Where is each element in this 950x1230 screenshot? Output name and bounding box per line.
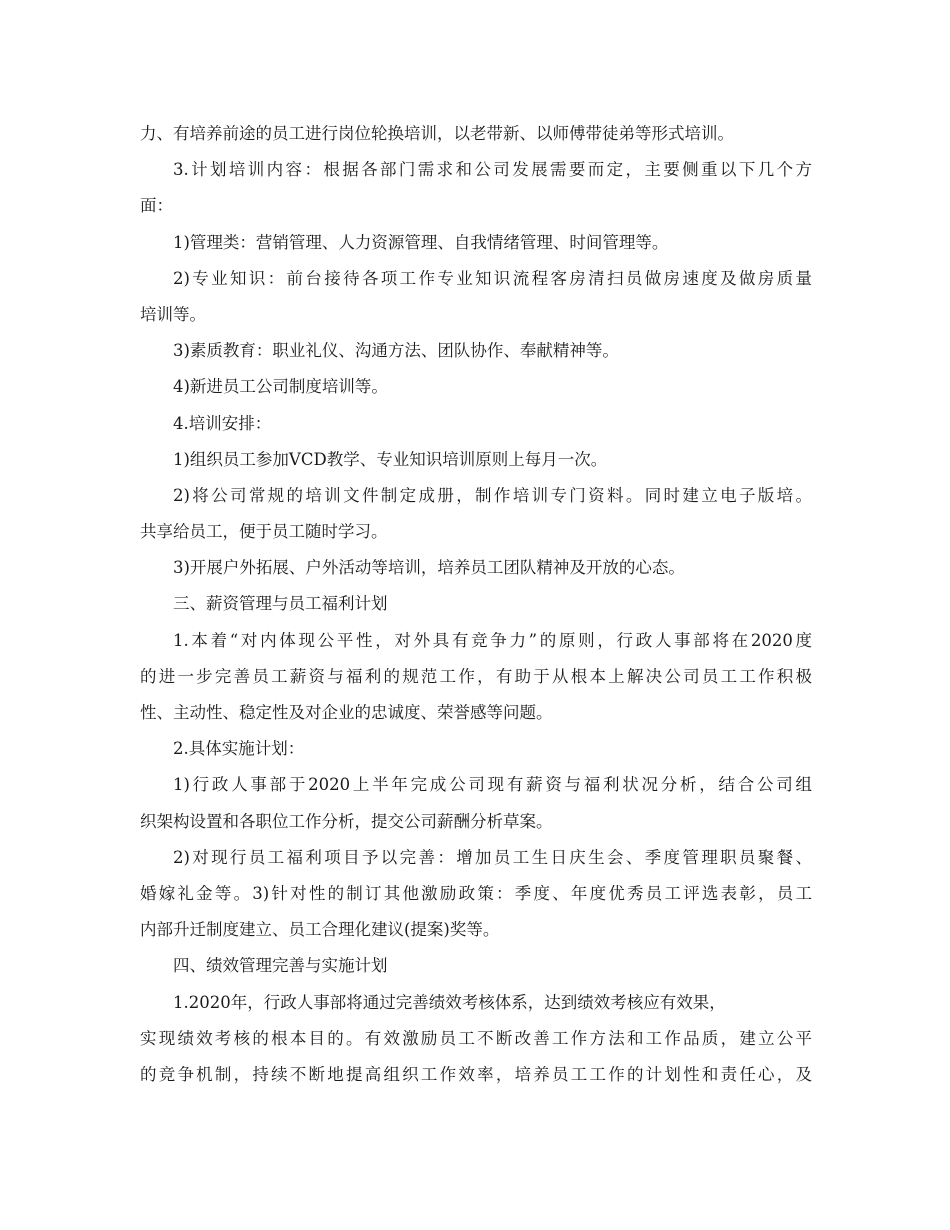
text-line: 性、主动性、稳定性及对企业的忠诚度、荣誉感等问题。: [140, 703, 553, 722]
text-line: 婚嫁礼金等。3)针对性的制订其他激励政策：季度、年度优秀员工评选表彰，员工: [140, 883, 812, 903]
text-line: 3)开展户外拓展、户外活动等培训，培养员工团队精神及开放的心态。: [173, 558, 685, 578]
text-line: 2)专业知识：前台接待各项工作专业知识流程客房清扫员做房速度及做房质量: [173, 268, 812, 288]
document-body: [140, 116, 812, 1093]
text-line: 面：: [140, 196, 173, 216]
text-line: 4)新进员工公司制度培训等。: [173, 377, 388, 397]
text-line: 共享给员工，便于员工随时学习。: [140, 522, 388, 542]
text-line: 1)行政人事部于2020上半年完成公司现有薪资与福利状况分析，结合公司组: [173, 775, 812, 795]
text-line: 培训等。: [140, 304, 206, 324]
text-line: 四、绩效管理完善与实施计划: [173, 956, 388, 976]
text-line: 的竞争机制，持续不断地提高组织工作效率，培养员工工作的计划性和责任心，及: [140, 1064, 812, 1084]
text-line: 2.具体实施计划：: [173, 739, 305, 759]
text-line: 2)对现行员工福利项目予以完善：增加员工生日庆生会、季度管理职员聚餐、: [173, 847, 812, 867]
text-line: 实现绩效考核的根本目的。有效激励员工不断改善工作方法和工作品质，建立公平: [140, 1028, 812, 1048]
text-line: 力、有培养前途的员工进行岗位轮换培训，以老带新、以师傅带徒弟等形式培训。: [140, 124, 734, 143]
text-line: 1)管理类：营销管理、人力资源管理、自我情绪管理、时间管理等。: [173, 232, 669, 252]
text-line: 的进一步完善员工薪资与福利的规范工作，有助于从根本上解决公司员工工作积极: [140, 666, 812, 686]
text-line: 3)素质教育：职业礼仪、沟通方法、团队协作、奉献精神等。: [173, 341, 619, 361]
text-line: 1)组织员工参加VCD教学、专业知识培训原则上每月一次。: [173, 449, 608, 469]
text-line: 三、薪资管理与员工福利计划: [173, 594, 388, 614]
text-line: 织架构设置和各职位工作分析，提交公司薪酬分析草案。: [140, 811, 553, 831]
text-line: 1.本着“对内体现公平性，对外具有竞争力”的原则，行政人事部将在2020度: [173, 630, 812, 650]
text-line: 3.计划培训内容：根据各部门需求和公司发展需要而定，主要侧重以下几个方: [173, 160, 812, 180]
text-line: 4.培训安排：: [173, 413, 272, 433]
text-line: 内部升迁制度建立、员工合理化建议(提案)奖等。: [140, 920, 500, 940]
text-line: 1.2020年，行政人事部将通过完善绩效考核体系，达到绩效考核应有效果，: [173, 992, 726, 1012]
text-line: 2)将公司常规的培训文件制定成册，制作培训专门资料。同时建立电子版培。: [173, 485, 812, 505]
